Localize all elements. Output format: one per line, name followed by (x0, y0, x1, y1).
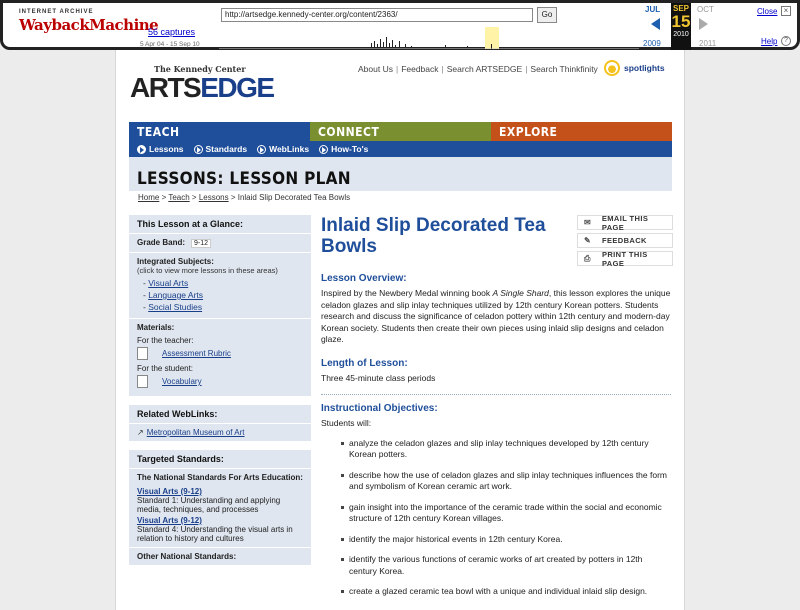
subjects-heading: Integrated Subjects: (137, 257, 214, 266)
weblinks-heading: Related WebLinks: (129, 405, 311, 424)
divider (321, 394, 671, 395)
met-museum-link[interactable]: Metropolitan Museum of Art (146, 428, 245, 437)
spotlights-label: spotlights (624, 63, 665, 73)
student-material (137, 375, 303, 388)
wayback-prev-arrow-icon[interactable] (651, 18, 660, 30)
tool-label: PRINT THIS PAGE (601, 249, 648, 268)
help-icon[interactable]: ? (781, 36, 791, 46)
tab-connect[interactable]: CONNECT (310, 122, 491, 141)
materials-heading: Materials: (137, 323, 175, 332)
standards-box (129, 450, 311, 566)
tool-label: EMAIL THIS PAGE (601, 213, 649, 232)
feedback-link[interactable]: Feedback (401, 64, 439, 74)
objectives-list (321, 438, 671, 598)
external-link-icon: ↗ (137, 428, 144, 437)
breadcrumb-teach[interactable]: Teach (168, 193, 190, 202)
sub-nav (129, 141, 672, 157)
wayback-date-range: 5 Apr 04 - 15 Sep 10 (140, 41, 200, 48)
wayback-sparkline[interactable] (219, 25, 639, 49)
email-page-button[interactable] (577, 215, 673, 230)
book-title: A Single Shard (492, 288, 549, 298)
standard-visual-arts-link[interactable]: Visual Arts (9-12) (137, 516, 202, 525)
spotlights-link[interactable] (604, 60, 665, 76)
list-item: analyze the celadon glazes and slip inlay techniques developed by 12th century Korean potters. (321, 438, 671, 461)
subnav-standards[interactable] (194, 144, 248, 154)
tab-teach[interactable]: TEACH (129, 122, 310, 141)
subnav-label: Standards (205, 144, 248, 154)
spotlight-icon (604, 60, 620, 76)
wordmark-edge: EDGE (200, 72, 274, 103)
overview-text: Inspired by the Newbery Medal winning book A Single Shard, this lesson explores the unique celadon glazes and slip inlay techniques utilized by 12th century Korean potters. Students research and discuss the significance of celadon pottery within 12th century and modern-day Korean society. Students then create their own pieces using inlaid slip designs and celadon glaze. (321, 288, 671, 344)
weblink-row (129, 424, 311, 442)
wordmark-arts: ARTS (130, 72, 201, 103)
wayback-next-month: OCT (697, 5, 714, 14)
assessment-rubric-link[interactable]: Assessment Rubric (162, 349, 231, 358)
list-item (143, 290, 303, 300)
document-icon (137, 347, 148, 360)
wayback-cur-month: SEP (672, 4, 689, 13)
tool-label: FEEDBACK (602, 236, 647, 245)
standard-1-text: Standard 1: Understanding and applying media, techniques, and processes (137, 496, 281, 514)
wayback-day: 15 (671, 12, 691, 31)
list-item: gain insight into the importance of the ceramic trade within the social and economic structure of 12th century Korean villages. (321, 502, 671, 525)
glance-heading: This Lesson at a Glance: (129, 215, 311, 234)
search-thinkfinity-link[interactable]: Search Thinkfinity (530, 64, 598, 74)
grade-band (129, 234, 311, 253)
objectives-heading: Instructional Objectives: (321, 403, 438, 414)
top-links: About Us | Feedback | Search ARTSEDGE | Search Thinkfinity (358, 64, 598, 74)
list-item: identify the major historical events in 12th century Korea. (321, 534, 671, 546)
national-standards (129, 469, 311, 548)
wayback-prev-year[interactable]: 2009 (643, 39, 661, 48)
subnav-weblinks[interactable] (257, 144, 309, 154)
list-item: describe how the use of celadon glazes and slip inlay techniques influences the form and symbolism of Korean ceramic art work. (321, 470, 671, 493)
standards-heading: Targeted Standards: (129, 450, 311, 469)
artsedge-logo[interactable] (130, 64, 274, 102)
weblinks-box (129, 405, 311, 442)
main-content (321, 215, 671, 607)
document-icon (137, 375, 148, 388)
sparkline-bars (371, 37, 492, 49)
glance-box (129, 215, 311, 397)
subnav-label: How-To's (331, 144, 369, 154)
subnav-label: Lessons (149, 144, 184, 154)
materials-section (129, 319, 311, 397)
objectives-intro: Students will: (321, 418, 372, 428)
teacher-material (137, 347, 303, 360)
subjects-note: (click to view more lessons in these areas) (137, 266, 278, 275)
subnav-lessons[interactable] (137, 144, 184, 154)
subjects-section (129, 253, 311, 319)
wayback-logo-top: INTERNET ARCHIVE (19, 9, 94, 15)
wayback-close-link[interactable]: Close (757, 7, 778, 16)
wayback-next-year: 2011 (699, 39, 717, 48)
section-title: LESSONS: LESSON PLAN (137, 169, 351, 189)
subnav-howtos[interactable] (319, 144, 368, 154)
length-text: Three 45-minute class periods (321, 372, 436, 383)
wayback-captures-link[interactable]: 56 captures (148, 27, 196, 37)
sidebar (129, 215, 311, 570)
wayback-toolbar (0, 0, 800, 50)
search-artsedge-link[interactable]: Search ARTSEDGE (446, 64, 523, 74)
subject-social-studies-link[interactable]: Social Studies (148, 302, 203, 312)
wayback-url-input[interactable]: http://artsedge.kennedy-center.org/content/2363/ (221, 8, 533, 22)
grade-label: Grade Band: (137, 238, 186, 247)
overview-heading: Lesson Overview: (321, 273, 407, 284)
breadcrumb: Home > Teach > Lessons > Inlaid Slip Decorated Tea Bowls (138, 193, 351, 202)
print-page-button[interactable] (577, 251, 673, 266)
breadcrumb-home[interactable]: Home (138, 193, 160, 202)
wayback-cur-year: 2010 (673, 31, 689, 38)
list-item (143, 302, 303, 312)
length-heading: Length of Lesson: (321, 357, 408, 369)
other-standards-heading: Other National Standards: (137, 552, 237, 561)
breadcrumb-current: Inlaid Slip Decorated Tea Bowls (237, 193, 351, 202)
page-tools (577, 215, 673, 269)
pencil-icon: ✎ (584, 236, 592, 245)
feedback-button[interactable] (577, 233, 673, 248)
list-item: identify the various functions of ceramic works of art created by potters in 12th century Korea. (321, 554, 671, 577)
tab-explore[interactable]: EXPLORE (491, 122, 672, 141)
wayback-next-arrow-icon (699, 18, 708, 30)
page-container (115, 50, 685, 610)
wayback-go-button[interactable]: Go (537, 7, 557, 23)
main-nav (129, 122, 672, 141)
bullet-icon (257, 145, 266, 154)
wayback-help-link[interactable]: Help (761, 37, 778, 46)
bullet-icon (194, 145, 203, 154)
list-item: create a glazed ceramic tea bowl with a unique and individual inlaid slip design. (321, 586, 671, 598)
vocabulary-link[interactable]: Vocabulary (162, 377, 202, 386)
section-band (129, 157, 672, 191)
standard-visual-arts-link[interactable]: Visual Arts (9-12) (137, 487, 202, 496)
printer-icon: ⎙ (584, 253, 591, 263)
artsedge-wordmark (130, 74, 274, 102)
teacher-label: For the teacher: (137, 336, 194, 345)
breadcrumb-lessons[interactable]: Lessons (198, 193, 229, 202)
student-label: For the student: (137, 364, 194, 373)
wayback-prev-month[interactable]: JUL (645, 5, 661, 14)
standard-4-text: Standard 4: Understanding the visual arts in relation to history and cultures (137, 525, 293, 543)
wayback-current-capture (671, 3, 691, 50)
bullet-icon (137, 145, 146, 154)
kennedy-center-label: The Kennedy Center (154, 64, 246, 74)
page-title: Inlaid Slip Decorated Tea Bowls (321, 215, 546, 257)
grade-value: 9-12 (191, 239, 211, 248)
subject-visual-arts-link[interactable]: Visual Arts (148, 278, 189, 288)
subjects-list (137, 278, 303, 312)
wayback-logo[interactable] (19, 9, 159, 43)
close-icon[interactable]: × (781, 6, 791, 16)
about-us-link[interactable]: About Us (358, 64, 393, 74)
envelope-icon: ✉ (584, 218, 592, 227)
national-standards-heading: The National Standards For Arts Education: (137, 473, 303, 482)
subject-language-arts-link[interactable]: Language Arts (148, 290, 204, 300)
wayback-logo-main: WaybackMachine (19, 16, 159, 34)
list-item (143, 278, 303, 288)
bullet-icon (319, 145, 328, 154)
subnav-label: WebLinks (269, 144, 310, 154)
other-standards (129, 548, 311, 566)
